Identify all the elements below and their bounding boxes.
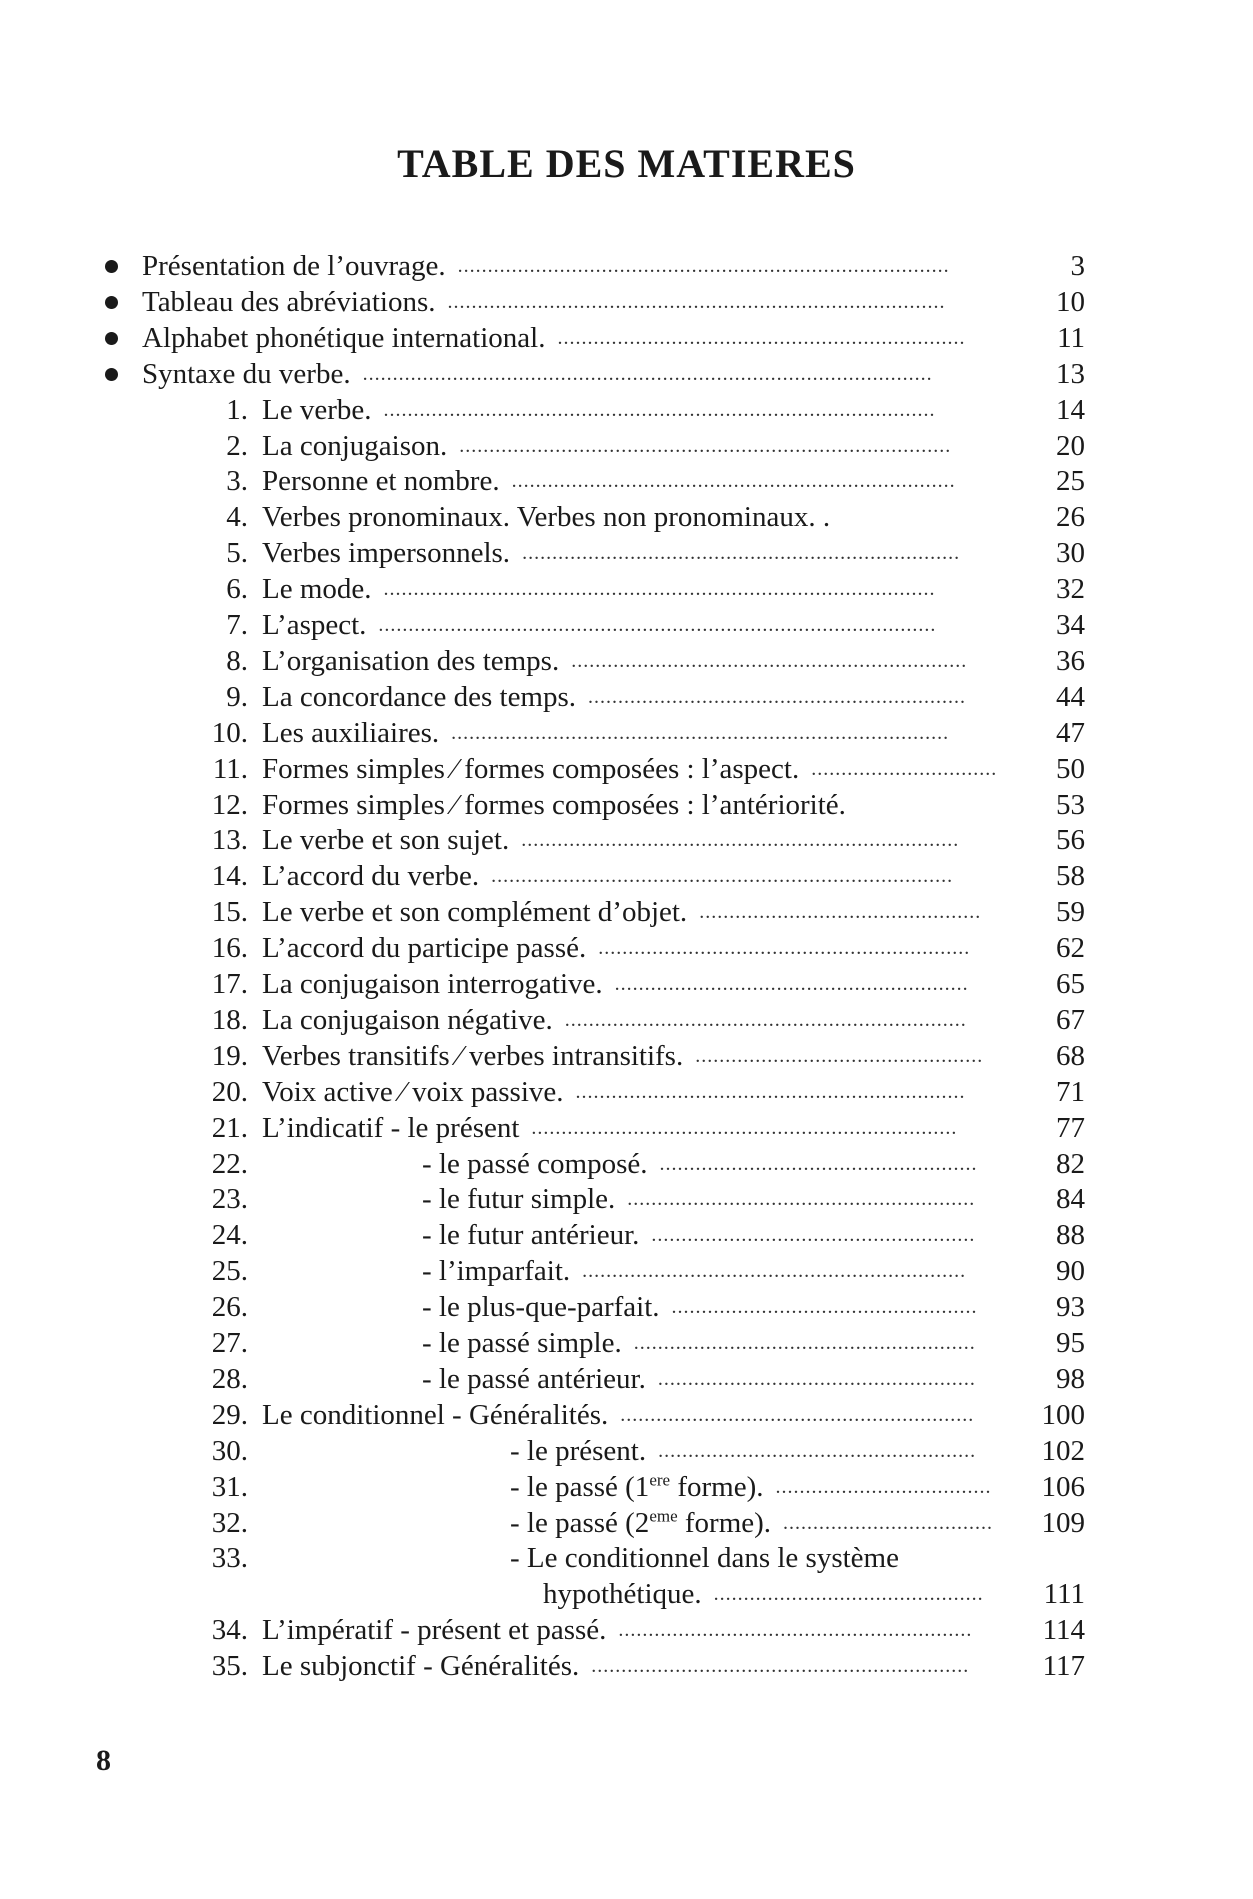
leader-dots: ................................... [783, 1512, 994, 1534]
entry-page: 59 [1056, 896, 1085, 928]
page-title: TABLE DES MATIERES [397, 141, 856, 186]
entry-page: 88 [1056, 1219, 1085, 1251]
entry-number: 27. [211, 1327, 248, 1359]
toc-entry [0, 428, 1253, 464]
entry-number: 23. [211, 1183, 248, 1215]
toc-entry [0, 1002, 1253, 1038]
entry-title: Le verbe et son complément d’objet. [262, 896, 688, 928]
toc-entry [0, 930, 1253, 966]
entry-page: 117 [1042, 1650, 1085, 1682]
toc-entry [0, 1612, 1253, 1648]
leader-dots: ....................................................................... [531, 1117, 958, 1139]
entry-page: 100 [1041, 1399, 1085, 1431]
entry-title: Verbes pronominaux. Verbes non pronominaux. . [262, 501, 831, 533]
entry-page: 26 [1056, 501, 1085, 533]
entry-page: 84 [1056, 1183, 1085, 1215]
toc-entry [0, 356, 1253, 392]
leader-dots: ................................................ [695, 1045, 984, 1067]
entry-number: 1. [226, 394, 248, 426]
entry-title: L’accord du verbe. [262, 860, 480, 892]
entry-page: 98 [1056, 1363, 1085, 1395]
entry-title: Tableau des abréviations. [142, 286, 436, 318]
page-number: 8 [96, 1744, 111, 1777]
entry-number: 25. [211, 1255, 248, 1287]
entry-number: 34. [211, 1614, 248, 1646]
entry-page: 32 [1056, 573, 1085, 605]
leader-dots: ............................................... [699, 901, 982, 923]
entry-title: L’aspect. [262, 609, 367, 641]
toc-entry [0, 1289, 1253, 1325]
entry-title: Le verbe et son sujet. [262, 824, 510, 856]
leader-dots: ............................................................... [588, 686, 967, 708]
entry-title: - le passé simple. [422, 1327, 622, 1359]
toc-entry [0, 1648, 1253, 1684]
toc-entry [0, 1110, 1253, 1146]
entry-title: Le conditionnel - Généralités. [262, 1399, 609, 1431]
entry-title: L’accord du participe passé. [262, 932, 587, 964]
leader-dots: ............................... [811, 758, 998, 780]
entry-number: 32. [211, 1507, 248, 1539]
entry-page: 13 [1056, 358, 1085, 390]
leader-dots: ............................................. [713, 1583, 984, 1605]
entry-title: Voix active ⁄ voix passive. [262, 1076, 564, 1108]
entry-title: Syntaxe du verbe. [142, 358, 351, 390]
entry-number: 29. [211, 1399, 248, 1431]
leader-dots: ............................................................... [591, 1655, 970, 1677]
entry-page: 90 [1056, 1255, 1085, 1287]
toc-entry [0, 966, 1253, 1002]
entry-title: - le futur antérieur. [422, 1219, 640, 1251]
entry-title: Alphabet phonétique international. [142, 322, 546, 354]
toc-entry [0, 320, 1253, 356]
entry-page: 111 [1043, 1578, 1085, 1610]
toc-entry [0, 1325, 1253, 1361]
bullet-icon [105, 332, 118, 345]
entry-page: 106 [1041, 1471, 1085, 1503]
bullet-icon [105, 260, 118, 273]
toc-entry [0, 392, 1253, 428]
leader-dots: ...................................................... [651, 1224, 976, 1246]
entry-title: Les auxiliaires. [262, 717, 440, 749]
entry-page: 67 [1056, 1004, 1085, 1036]
toc-entry [0, 284, 1253, 320]
entry-page: 82 [1056, 1148, 1085, 1180]
entry-title: Formes simples ⁄ formes composées : l’antériorité. [262, 789, 846, 821]
entry-page: 50 [1056, 753, 1085, 785]
entry-title: La conjugaison négative. [262, 1004, 553, 1036]
leader-dots: .................................................................... [557, 327, 966, 349]
entry-page: 62 [1056, 932, 1085, 964]
entry-page: 30 [1056, 537, 1085, 569]
toc-entry [0, 535, 1253, 571]
entry-title: L’impératif - présent et passé. [262, 1614, 607, 1646]
leader-dots: ......................................................... [633, 1332, 976, 1354]
toc-entry [0, 463, 1253, 499]
entry-title: - le passé (1ere forme). [510, 1470, 764, 1503]
entry-number: 5. [226, 537, 248, 569]
entry-page: 25 [1056, 465, 1085, 497]
toc-entry [0, 1576, 1253, 1612]
leader-dots: ............................................................................. [491, 865, 954, 887]
toc-entry [0, 1433, 1253, 1469]
entry-number: 18. [211, 1004, 248, 1036]
leader-dots: .............................................................. [598, 937, 971, 959]
leader-dots: ................................................................. [575, 1081, 966, 1103]
entry-title: La conjugaison. [262, 430, 448, 462]
entry-page: 71 [1056, 1076, 1085, 1108]
entry-title: Verbes transitifs ⁄ verbes intransitifs. [262, 1040, 684, 1072]
toc-entry [0, 715, 1253, 751]
entry-title: hypothétique. [543, 1578, 702, 1610]
entry-title: La conjugaison interrogative. [262, 968, 603, 1000]
entry-title: Le mode. [262, 573, 372, 605]
toc-entry [0, 1253, 1253, 1289]
entry-number: 14. [211, 860, 248, 892]
entry-number: 17. [211, 968, 248, 1000]
toc-entry [0, 894, 1253, 930]
entry-page: 65 [1056, 968, 1085, 1000]
toc-entry [0, 787, 1253, 823]
leader-dots: .................................................................. [571, 650, 968, 672]
bullet-icon [105, 368, 118, 381]
entry-page: 95 [1056, 1327, 1085, 1359]
entry-page: 114 [1042, 1614, 1085, 1646]
leader-dots: ..................................................... [659, 1153, 978, 1175]
entry-page: 58 [1056, 860, 1085, 892]
toc-entry [0, 1146, 1253, 1182]
leader-dots: .................................................................................. [459, 435, 952, 457]
ordinal-superscript: eme [649, 1506, 678, 1526]
toc-entry [0, 679, 1253, 715]
entry-number: 20. [211, 1076, 248, 1108]
toc-entry [0, 751, 1253, 787]
leader-dots: ............................................................................................ [383, 578, 936, 600]
leader-dots: .......................................................................... [511, 470, 956, 492]
leader-dots: .......................................................... [627, 1188, 976, 1210]
entry-title: - le passé composé. [422, 1148, 648, 1180]
entry-number: 8. [226, 645, 248, 677]
toc-entry [0, 822, 1253, 858]
entry-number: 13. [211, 824, 248, 856]
entry-number: 15. [211, 896, 248, 928]
toc-entry [0, 1397, 1253, 1433]
entry-page: 93 [1056, 1291, 1085, 1323]
toc-entry [0, 1181, 1253, 1217]
leader-dots: ............................................................................................. [378, 614, 937, 636]
entry-number: 21. [211, 1112, 248, 1144]
toc-entry [0, 1217, 1253, 1253]
entry-page: 56 [1056, 824, 1085, 856]
leader-dots: ................................................................................... [451, 722, 950, 744]
leader-dots: ..................................................... [657, 1368, 976, 1390]
entry-page: 102 [1041, 1435, 1085, 1467]
entry-title: Formes simples ⁄ formes composées : l’aspect. [262, 753, 800, 785]
entry-number: 22. [211, 1148, 248, 1180]
entry-title: - le futur simple. [422, 1183, 616, 1215]
entry-page: 36 [1056, 645, 1085, 677]
leader-dots: ........................................................... [620, 1404, 975, 1426]
entry-title: - l’imparfait. [422, 1255, 571, 1287]
entry-number: 10. [211, 717, 248, 749]
entry-number: 19. [211, 1040, 248, 1072]
leader-dots: ......................................................................... [521, 829, 960, 851]
leader-dots: .................................... [775, 1476, 992, 1498]
entry-title: Verbes impersonnels. [262, 537, 511, 569]
leader-dots: .................................................................................. [457, 255, 950, 277]
toc-entry [0, 499, 1253, 535]
entry-title: - le passé (2eme forme). [510, 1506, 772, 1539]
entry-title: Le verbe. [262, 394, 372, 426]
toc-entry [0, 1361, 1253, 1397]
ordinal-superscript: ere [649, 1470, 671, 1490]
entry-number: 3. [226, 465, 248, 497]
leader-dots: ................................................... [671, 1296, 978, 1318]
entry-number: 6. [226, 573, 248, 605]
toc-entry [0, 1505, 1253, 1541]
entry-title: La concordance des temps. [262, 681, 577, 713]
entry-number: 9. [226, 681, 248, 713]
entry-title: L’indicatif - le présent [262, 1112, 520, 1144]
bullet-icon [105, 296, 118, 309]
leader-dots: ........................................................... [614, 973, 969, 995]
entry-title: - le passé antérieur. [422, 1363, 646, 1395]
entry-page: 77 [1056, 1112, 1085, 1144]
entry-title: - le présent. [510, 1435, 647, 1467]
leader-dots: ............................................................................................... [362, 363, 933, 385]
entry-page: 14 [1056, 394, 1085, 426]
entry-page: 11 [1057, 322, 1085, 354]
toc-entry [0, 643, 1253, 679]
entry-title: - Le conditionnel dans le système [510, 1542, 899, 1574]
entry-number: 11. [212, 753, 248, 785]
entry-page: 47 [1056, 717, 1085, 749]
entry-page: 68 [1056, 1040, 1085, 1072]
leader-dots: ................................................................................... [447, 291, 946, 313]
entry-title: Le subjonctif - Généralités. [262, 1650, 580, 1682]
entry-number: 24. [211, 1219, 248, 1251]
entry-number: 35. [211, 1650, 248, 1682]
entry-number: 28. [211, 1363, 248, 1395]
entry-page: 10 [1056, 286, 1085, 318]
toc-entry [0, 1540, 1253, 1576]
entry-page: 34 [1056, 609, 1085, 641]
leader-dots: ................................................................... [564, 1009, 967, 1031]
entry-number: 31. [211, 1471, 248, 1503]
entry-number: 33. [211, 1542, 248, 1574]
leader-dots: ........................................................... [618, 1619, 973, 1641]
entry-number: 7. [226, 609, 248, 641]
leader-dots: ......................................................................... [522, 542, 961, 564]
toc-entry [0, 607, 1253, 643]
entry-title: Présentation de l’ouvrage. [142, 250, 446, 282]
entry-page: 44 [1056, 681, 1085, 713]
entry-title: - le plus-que-parfait. [422, 1291, 660, 1323]
entry-number: 2. [226, 430, 248, 462]
toc-entry [0, 248, 1253, 284]
toc-entry [0, 1469, 1253, 1505]
entry-number: 30. [211, 1435, 248, 1467]
toc-entry [0, 571, 1253, 607]
toc-entry [0, 1074, 1253, 1110]
entry-page: 53 [1056, 789, 1085, 821]
entry-page: 3 [1070, 250, 1085, 282]
leader-dots: ................................................................ [582, 1260, 967, 1282]
entry-number: 4. [226, 501, 248, 533]
leader-dots: ..................................................... [658, 1440, 977, 1462]
entry-page: 20 [1056, 430, 1085, 462]
entry-page: 109 [1041, 1507, 1085, 1539]
entry-title: L’organisation des temps. [262, 645, 560, 677]
entry-title: Personne et nombre. [262, 465, 500, 497]
toc-entry [0, 1038, 1253, 1074]
entry-number: 26. [211, 1291, 248, 1323]
toc-entry [0, 858, 1253, 894]
entry-number: 12. [211, 789, 248, 821]
entry-number: 16. [211, 932, 248, 964]
leader-dots: ............................................................................................ [383, 399, 936, 421]
